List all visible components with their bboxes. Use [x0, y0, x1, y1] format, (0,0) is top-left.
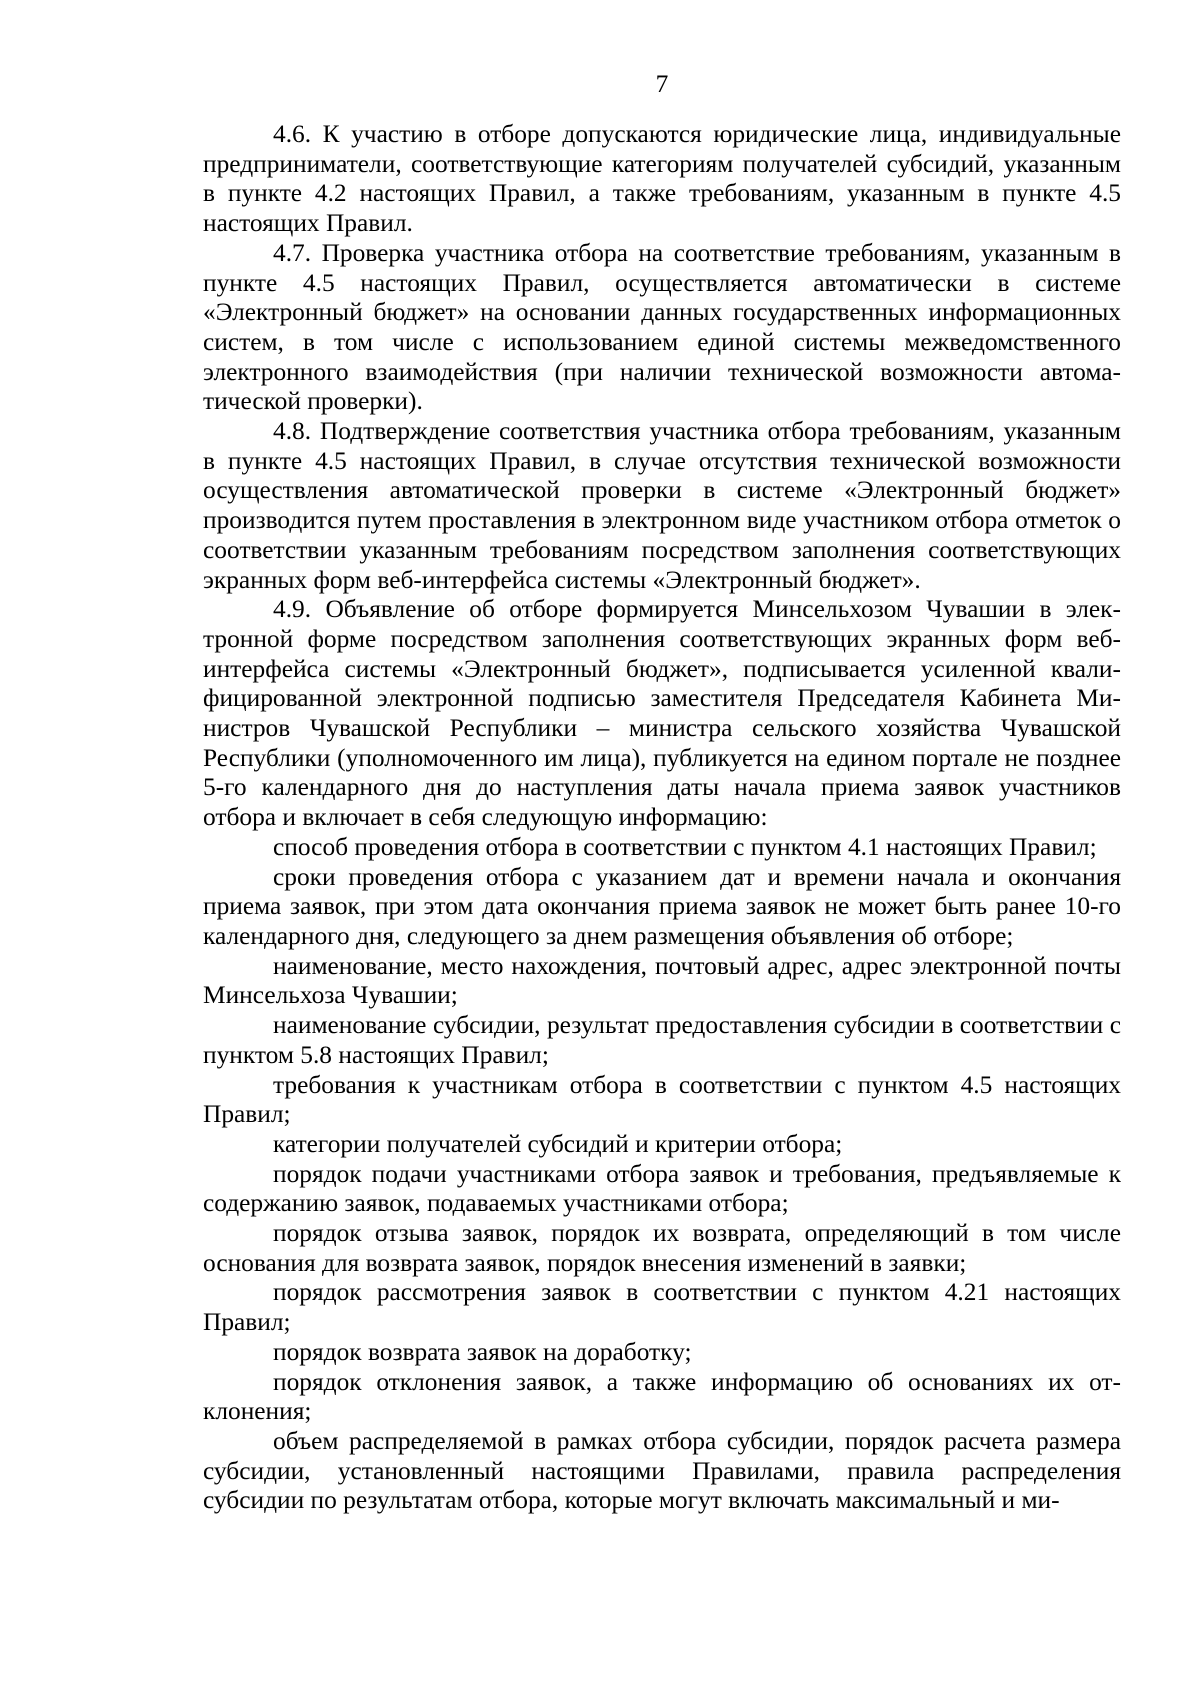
list-item-ministry-contacts: наименование, место нахождения, почтовый адрес, адрес электронной почты Минсельхоза Чувашии;: [203, 951, 1121, 1010]
list-item-recipient-categories: категории получателей субсидий и критерии отбора;: [273, 1129, 843, 1158]
list-item-subsidy-name: наименование субсидии, результат предоставления субсидии в соответствии с пунктом 5.8 настоящих Правил;: [203, 1011, 1121, 1069]
paragraph-4-7: 4.7. Проверка участника отбора на соответствие требованиям, указанным в пункте 4.5 настоящих Правил, осуществляется автоматически в системе «Электронный бюджет» на основании данных государственных информационных систем, в том числе с использованием единой системы межведомственного электронного взаимодействия (при наличии технической возможности автоматической проверки).: [203, 238, 1121, 416]
paragraph-4-9: 4.9. Объявление об отборе формируется Минсельхозом Чувашии в электронной форме посредством заполнения соответствующих экранных форм веб-интерфейса системы «Электронный бюджет», подписывается усиленной квалифицированной электронной подписью заместителя Председателя Кабинета Министров Чувашской Республики – министра сельского хозяйства Чувашской Республики (уполномоченного им лица), публикуется на едином портале не позднее 5-го календарного дня до наступления даты начала приема заявок участников отбора и включает в себя следующую информацию:: [203, 595, 1121, 832]
paragraph-4-8: 4.8. Подтверждение соответствия участника отбора требованиям, указанным в пункте 4.5 настоящих Правил, в случае отсутствия технической возможности осуществления автоматической проверки в системе «Электронный бюджет» производится путем проставления в электронном виде участником отбора отметок о соответствии указанным требованиям посредством заполнения соответствующих экранных форм веб-интерфейса системы «Электронный бюджет».: [203, 417, 1121, 594]
list-item-review-procedure: порядок рассмотрения заявок в соответствии с пунктом 4.21 настоящих Правил;: [203, 1278, 1121, 1337]
document-body: [203, 120, 1121, 1516]
list-item-withdrawal-procedure: порядок отзыва заявок, порядок их возврата, определяющий в том числе основания для возврата заявок, порядок внесения изменений в заявки;: [203, 1219, 1121, 1277]
list-item-application-procedure: порядок подачи участниками отбора заявок и требования, предъявляемые к содержанию заявок, подаваемых участниками отбора;: [203, 1159, 1121, 1218]
list-item-rejection-procedure: порядок отклонения заявок, а также информацию об основаниях их отклонения;: [203, 1367, 1121, 1426]
page-number: 7: [655, 70, 669, 98]
list-item-subsidy-volume: объем распределяемой в рамках отбора субсидии, порядок расчета размера субсидии, установленный настоящими Правилами, правила распределения субсидии по результатам отбора, которые могут включать максимальный и ми-: [203, 1426, 1121, 1515]
list-item-selection-method: способ проведения отбора в соответствии с пунктом 4.1 настоящих Правил;: [273, 832, 1097, 861]
paragraph-4-6: 4.6. К участию в отборе допускаются юридические лица, индивидуальные предприниматели, соответствующие категориям получателей субсидий, указанным в пункте 4.2 настоящих Правил, а также требованиям, указанным в пункте 4.5 настоящих Правил.: [203, 120, 1121, 238]
list-item-return-for-revision: порядок возврата заявок на доработку;: [273, 1337, 692, 1366]
list-item-selection-dates: сроки проведения отбора с указанием дат и времени начала и окончания приема заявок, при этом дата окончания приема заявок не может быть ранее 10-го календарного дня, следующего за днем размещения объявления об отборе;: [203, 862, 1121, 950]
list-item-participant-requirements: требования к участникам отбора в соответствии с пунктом 4.5 настоящих Правил;: [203, 1070, 1121, 1129]
